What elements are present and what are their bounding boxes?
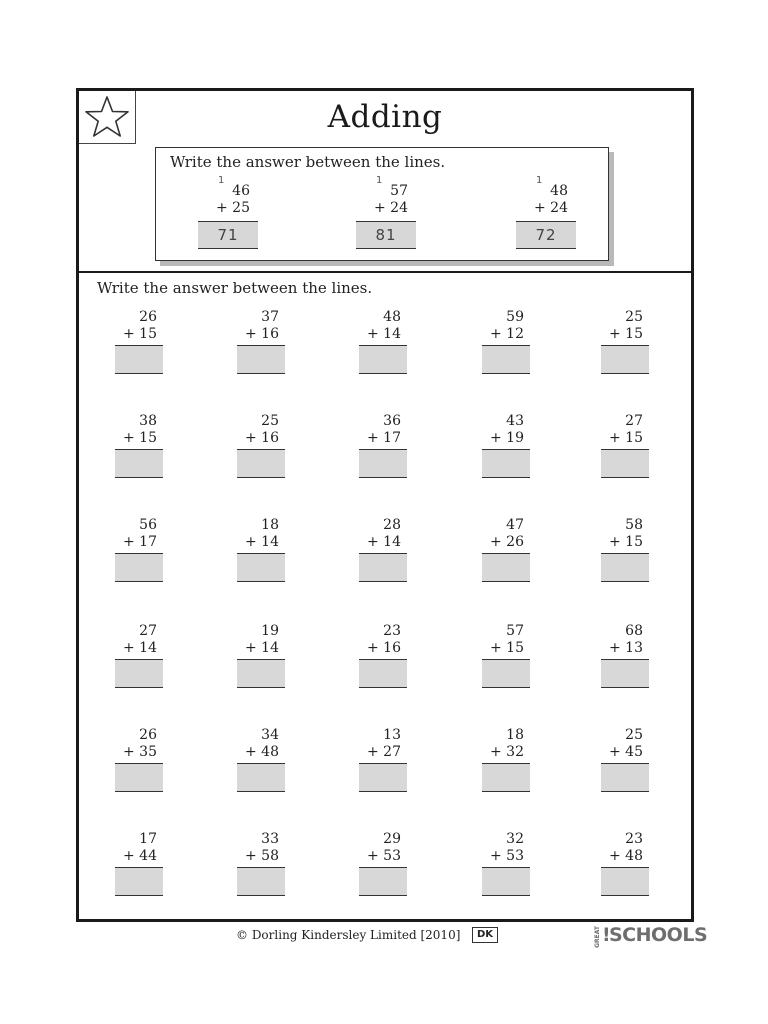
carry-digit: 1 (376, 175, 383, 186)
addend: + 26 (490, 534, 524, 550)
addition-problem (601, 413, 649, 478)
answer-box[interactable] (601, 449, 649, 478)
example-answer: 71 (198, 221, 258, 249)
answer-box[interactable] (115, 553, 163, 582)
addition-problem (601, 727, 649, 792)
addition-problem (237, 517, 285, 582)
answer-box[interactable] (237, 867, 285, 896)
addition-problem (482, 727, 530, 792)
addend: + 14 (123, 640, 157, 656)
example-addend: + 24 (374, 200, 408, 216)
addend: + 27 (367, 744, 401, 760)
answer-box[interactable] (482, 763, 530, 792)
example-top-number: 46 (232, 183, 250, 199)
addend: + 14 (245, 640, 279, 656)
addend: + 45 (609, 744, 643, 760)
top-number: 19 (261, 623, 279, 639)
addition-problem (359, 309, 407, 374)
addition-problem (482, 413, 530, 478)
addition-problem (601, 517, 649, 582)
answer-box[interactable] (601, 345, 649, 374)
top-number: 38 (139, 413, 157, 429)
answer-box[interactable] (482, 345, 530, 374)
answer-box[interactable] (482, 449, 530, 478)
top-number: 25 (625, 727, 643, 743)
addition-problem (115, 309, 163, 374)
answer-box[interactable] (482, 553, 530, 582)
top-number: 25 (625, 309, 643, 325)
addition-problem (601, 623, 649, 688)
addition-problem (115, 413, 163, 478)
top-number: 23 (625, 831, 643, 847)
addend: + 53 (367, 848, 401, 864)
addition-problem (482, 309, 530, 374)
addend: + 16 (245, 326, 279, 342)
top-number: 25 (261, 413, 279, 429)
top-number: 27 (625, 413, 643, 429)
addition-problem (601, 831, 649, 896)
addend: + 15 (609, 534, 643, 550)
addition-problem (359, 831, 407, 896)
logo-mark: ! (602, 924, 611, 946)
addition-problem (482, 517, 530, 582)
answer-box[interactable] (115, 449, 163, 478)
addend: + 19 (490, 430, 524, 446)
answer-box[interactable] (359, 867, 407, 896)
example-top-number: 48 (550, 183, 568, 199)
logo-schools-text: SCHOOLS (609, 924, 708, 946)
dk-logo: DK (472, 927, 498, 943)
addend: + 58 (245, 848, 279, 864)
top-number: 57 (506, 623, 524, 639)
addend: + 14 (367, 534, 401, 550)
top-number: 37 (261, 309, 279, 325)
addend: + 35 (123, 744, 157, 760)
answer-box[interactable] (237, 553, 285, 582)
example-instruction: Write the answer between the lines. (170, 153, 446, 171)
answer-box[interactable] (601, 867, 649, 896)
answer-box[interactable] (359, 659, 407, 688)
addend: + 15 (123, 326, 157, 342)
answer-box[interactable] (359, 553, 407, 582)
addition-problem (237, 309, 285, 374)
top-number: 23 (383, 623, 401, 639)
answer-box[interactable] (115, 659, 163, 688)
top-number: 68 (625, 623, 643, 639)
logo-great-text: GREAT (594, 926, 601, 948)
answer-box[interactable] (601, 763, 649, 792)
top-number: 56 (139, 517, 157, 533)
addition-problem (359, 623, 407, 688)
top-number: 29 (383, 831, 401, 847)
page-title: Adding (327, 99, 443, 135)
addition-problem (115, 727, 163, 792)
addition-problem (237, 623, 285, 688)
answer-box[interactable] (237, 345, 285, 374)
example-answer: 72 (516, 221, 576, 249)
top-number: 36 (383, 413, 401, 429)
top-number: 18 (506, 727, 524, 743)
addition-problem (115, 623, 163, 688)
problem-grid (79, 91, 691, 919)
answer-box[interactable] (601, 659, 649, 688)
answer-box[interactable] (115, 345, 163, 374)
addend: + 48 (609, 848, 643, 864)
answer-box[interactable] (359, 763, 407, 792)
answer-box[interactable] (115, 867, 163, 896)
example-addend: + 25 (216, 200, 250, 216)
top-number: 13 (383, 727, 401, 743)
top-number: 34 (261, 727, 279, 743)
addend: + 17 (367, 430, 401, 446)
answer-box[interactable] (359, 345, 407, 374)
top-number: 27 (139, 623, 157, 639)
top-number: 33 (261, 831, 279, 847)
answer-box[interactable] (482, 659, 530, 688)
answer-box[interactable] (601, 553, 649, 582)
answer-box[interactable] (237, 449, 285, 478)
top-number: 26 (139, 727, 157, 743)
addend: + 12 (490, 326, 524, 342)
example-addend: + 24 (534, 200, 568, 216)
addend: + 16 (245, 430, 279, 446)
addition-problem (115, 831, 163, 896)
addition-problem (237, 413, 285, 478)
example-answer: 81 (356, 221, 416, 249)
answer-box[interactable] (237, 763, 285, 792)
addition-problem (359, 517, 407, 582)
answer-box[interactable] (359, 449, 407, 478)
answer-box[interactable] (237, 659, 285, 688)
addition-problem (601, 309, 649, 374)
addend: + 32 (490, 744, 524, 760)
answer-box[interactable] (482, 867, 530, 896)
addition-problem (359, 413, 407, 478)
top-number: 59 (506, 309, 524, 325)
addend: + 53 (490, 848, 524, 864)
addend: + 16 (367, 640, 401, 656)
answer-box[interactable] (115, 763, 163, 792)
addend: + 15 (609, 430, 643, 446)
top-number: 43 (506, 413, 524, 429)
addition-problem (237, 727, 285, 792)
addition-problem (359, 727, 407, 792)
addition-problem (482, 623, 530, 688)
top-number: 48 (383, 309, 401, 325)
top-number: 28 (383, 517, 401, 533)
top-number: 58 (625, 517, 643, 533)
top-number: 32 (506, 831, 524, 847)
top-number: 17 (139, 831, 157, 847)
addend: + 48 (245, 744, 279, 760)
addend: + 44 (123, 848, 157, 864)
addend: + 14 (367, 326, 401, 342)
top-number: 47 (506, 517, 524, 533)
top-number: 18 (261, 517, 279, 533)
addend: + 15 (609, 326, 643, 342)
worksheet (76, 88, 694, 922)
example-top-number: 57 (390, 183, 408, 199)
addition-problem (482, 831, 530, 896)
addend: + 13 (609, 640, 643, 656)
carry-digit: 1 (536, 175, 543, 186)
main-instruction: Write the answer between the lines. (97, 279, 373, 297)
addend: + 17 (123, 534, 157, 550)
addition-problem (115, 517, 163, 582)
addend: + 14 (245, 534, 279, 550)
addition-problem (237, 831, 285, 896)
addend: + 15 (490, 640, 524, 656)
addend: + 15 (123, 430, 157, 446)
copyright-text: © Dorling Kindersley Limited [2010] (236, 928, 461, 942)
carry-digit: 1 (218, 175, 225, 186)
top-number: 26 (139, 309, 157, 325)
